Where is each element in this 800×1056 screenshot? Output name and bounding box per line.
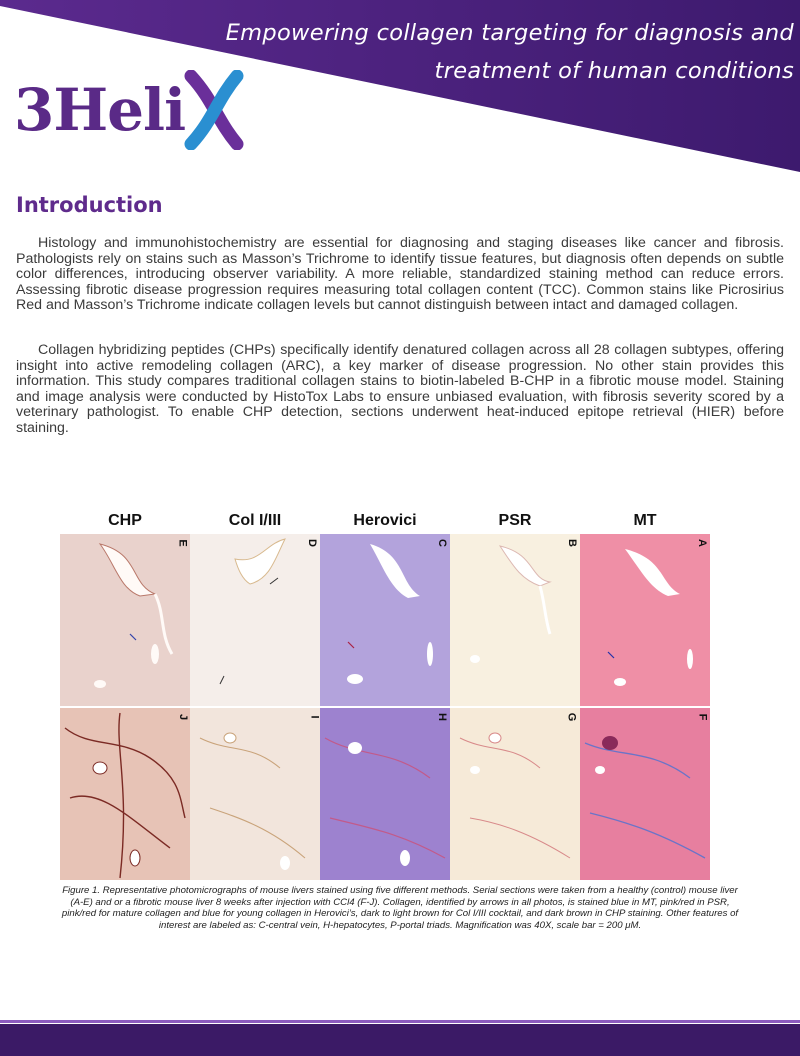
- panel-b-psr-healthy: [450, 534, 580, 706]
- micrograph-image: [450, 708, 580, 880]
- panel-letter: C: [436, 539, 449, 547]
- micrograph-image: [580, 708, 710, 880]
- panel-letter: F: [696, 713, 709, 721]
- panel-letter: H: [436, 713, 449, 721]
- column-header-chp: CHP: [108, 512, 142, 529]
- column-header-mt: MT: [633, 512, 657, 529]
- micrograph-image: [450, 534, 580, 706]
- column-header-psr: PSR: [498, 512, 532, 529]
- panel-f-mt-fibrotic: [580, 708, 710, 880]
- panel-j-chp-fibrotic: [60, 708, 190, 880]
- panel-letter: I: [308, 715, 320, 719]
- panel-g-psr-fibrotic: [450, 708, 580, 880]
- panel-a-mt-healthy: [580, 534, 710, 706]
- intro-paragraph-1: Histology and immunohistochemistry are essential for diagnosing and staging diseases like cancer and fibrosis. Pathologists rely on stains such as Masson’s Trichrome to identify tissue features, but diagnosis often depends on subtle color differences, introducing observer variability. A more reliable, standardized staining method can reduce errors. Assessing fibrotic disease progression requires measuring total collagen content (TCC). Common stains like Picrosirius Red and Masson’s Trichrome indicate collagen levels but cannot distinguish between intact and damaged collagen.: [16, 235, 784, 314]
- figure-caption: Figure 1. Representative photomicrographs of mouse livers stained using five different methods. Serial sections were taken from a healthy (control) mouse liver (A-E) and or a fibrotic mouse liver 8 weeks after injection with CCl4 (F-J). Collagen, identified by arrows in all photos, is stained blue in MT, pink/red in PSR, pink/red for mature collagen and blue for young collagen in Herovici’s, dark to light brown for Col I/III cocktail, and dark brown in CHP staining. Other features of interest are labeled as: C-central vein, H-hepatocytes, P-portal triads. Magnification was 40X, scale bar = 200 μM.: [61, 885, 739, 931]
- micrograph-image: [320, 708, 450, 880]
- panel-letter: D: [306, 539, 319, 547]
- panel-c-herovici-healthy: [320, 534, 450, 706]
- panel-letter: J: [176, 713, 189, 721]
- panel-letter: E: [176, 539, 189, 547]
- micrograph-image: [190, 708, 320, 880]
- micrograph-image: [60, 708, 190, 880]
- micrograph-image: [320, 534, 450, 706]
- panel-letter: B: [566, 539, 579, 547]
- panel-letter: A: [696, 539, 709, 547]
- panel-d-col-healthy: [190, 534, 320, 706]
- micrograph-image: [580, 534, 710, 706]
- company-logo: [14, 70, 245, 150]
- micrograph-image: [190, 534, 320, 706]
- logo-wordmark: 3Heli: [14, 76, 186, 144]
- logo-helix-x-icon: [183, 70, 245, 150]
- panel-i-col-fibrotic: [190, 708, 320, 880]
- panel-h-herovici-fibrotic: [320, 708, 450, 880]
- intro-paragraph-2: Collagen hybridizing peptides (CHPs) specifically identify denatured collagen across all 28 collagen subtypes, offering insight into active remodeling collagen (ARC), a key marker of disease progression. No other stain provides this information. This study compares traditional collagen stains to biotin-labeled B-CHP in a fibrotic mouse model. Staining and image analysis were conducted by HistoTox Labs to ensure unbiased evaluation, with fibrosis severity scored by a veterinary pathologist. To enable CHP detection, sections underwent heat-induced epitope retrieval (HIER) before staining.: [16, 342, 784, 436]
- tagline-line-1: Empowering collagen targeting for diagnosis and: [225, 20, 794, 46]
- panel-e-chp-healthy: [60, 534, 190, 706]
- section-title-introduction: Introduction: [16, 193, 163, 217]
- column-header-col-i-iii: Col I/III: [228, 512, 282, 529]
- footer-band: [0, 1024, 800, 1056]
- tagline-line-2: treatment of human conditions: [434, 58, 794, 84]
- header-tagline: [194, 14, 794, 90]
- panel-letter: G: [565, 712, 578, 722]
- footer-accent-line: [0, 1020, 800, 1023]
- column-header-herovici: Herovici: [353, 512, 417, 529]
- micrograph-image: [60, 534, 190, 706]
